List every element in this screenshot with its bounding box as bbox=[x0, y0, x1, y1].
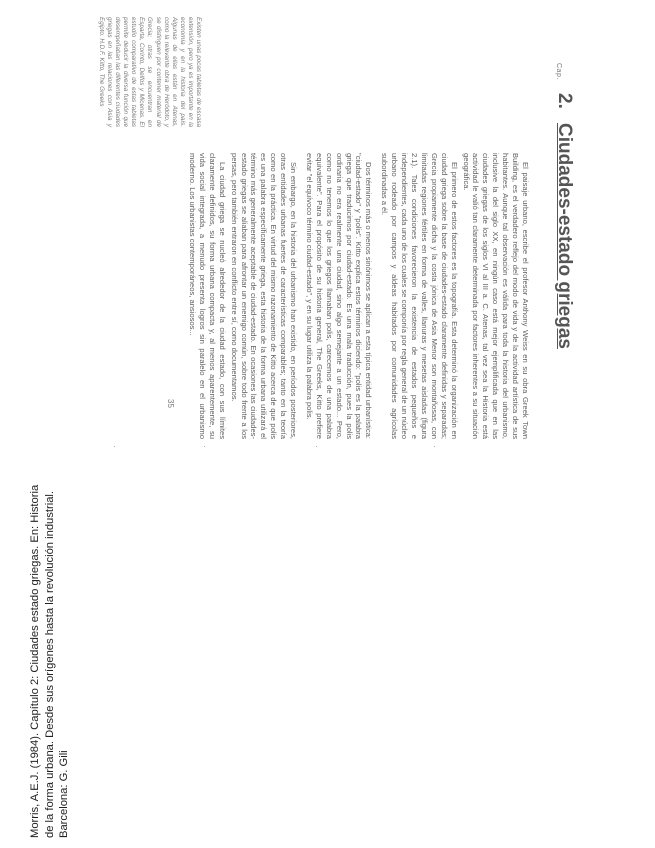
page-number: 35 bbox=[166, 399, 175, 408]
body-text bbox=[185, 153, 530, 439]
citation bbox=[28, 418, 72, 838]
citation-line-3: Barcelona: G. Gili bbox=[58, 750, 70, 838]
margin-mark: · bbox=[430, 445, 440, 448]
paragraph: Sin embargo, en la historia del urbanismo han existido, en períodos posteriores, otras entidades urbanas fuertes de características comparables; tanto en la teoría como en la práctica. En virtud del mismo razonamiento de Kitto acerca de que polis es una palabra específicamente griega, esta historia de la forma urbana utilizará el término más generalmente aceptable de ciudad-estado. En ocasiones las ciudades-estado griegas se aliaban para afrontar un enemigo común, sobre todo frente a los persas, pero también entraron en conflicto entre sí, como documentamos. bbox=[229, 153, 299, 439]
chapter-number: 2. bbox=[554, 93, 575, 109]
sidebar-note: Existen unas pocas tabletas de escasa extensión, pero ya es importante en la economía y en la historia del país. Algunas de ellas están en Atenas, como la relevante obra de Heródoto, y se distinguen por contener material de Grecia; otras se encuentran en Esparta, Corinto, Delfos y Micenas. El estudio comparativo de estas tabletas permite deducir la diversa función que desempeñaban las diferentes ciudades griegas en las relaciones con Asia y Egipto. H.D.F. Kitto, The Greeks bbox=[97, 17, 202, 127]
margin-mark: · bbox=[312, 445, 322, 448]
margin-mark: · bbox=[200, 445, 210, 448]
chapter-label: Cap. bbox=[555, 63, 562, 80]
chapter-title: Ciudades-estado griegas bbox=[554, 123, 575, 349]
margin-mark: · bbox=[110, 445, 120, 448]
paragraph: La ciudad griega se nucleó alrededor de la ciudad estado, con sus límites claramente definidos, su forma urbana compacta y, al menos aparentemente, su vida social integrada, a menudo presenta logros sin paralelo en el urbanismo moderno. Los urbanistas contemporáneos, ansiosos... bbox=[188, 153, 227, 439]
citation-line-1: Morris, A.E.J. (1984). Capítulo 2: Ciudades estado griegas. En: Historia bbox=[29, 484, 41, 838]
paragraph: Dos términos más o menos sinónimos se aplican a esta típica entidad urbanística: "ciudad-estado" y "polis". Kitto explica estos términos diciendo: "polis es la palabra griega que traducimos por ciudad-estado. Es una mala traducción, pues la polis ordinaria no era realmente una ciudad, sino algo semejante a un estado... Pero, como no tenemos lo que los griegos llamaban polis, carecemos de una palabra equivalente". Para el propósito de su historia general, The Greeks, Kitto prefiere evitar "el equívoco término ciudad-estado", y en su lugar utiliza la palabra polis. bbox=[304, 153, 374, 439]
citation-line-2: de la forma urbana. Desde sus orígenes hasta la revolución industrial. bbox=[43, 490, 56, 838]
scanned-page bbox=[97, 5, 590, 843]
paragraph: El paisaje urbano, escribe el profesor Anthony Weiss en su obra Greek Town Building, es el verdadero reflejo del modo de vida y de la actividad artística de sus habitantes. Aunque tal observación es válida para toda la historia del urbanismo, inclusive la del siglo XX, en ningún caso está mejor ejemplificada que en las ciudades griegas de los siglos VI al III a. C. Atenas, tal vez sea la Historia está actividad le valió tan claramente determinada por factores inherentes a su situación geográfica. bbox=[461, 153, 530, 439]
paragraph: El primero de estos factores es la topografía. Esta determinó la organización en ciudad griega sobre la base de ciudades-estado claramente definidas y separadas; Grecia propiamente dicha y la costa jónica de Asia Menor son montañosas, con limitadas regiones fértiles en forma de valles, llanuras y mesetas aisladas (figura 2.1). Tales condiciones favorecieron la existencia de estados pequeños e independientes, cada uno de los cuales se componía por regla general de un núcleo urbano rodeado por campos y aldeas habitados por comunidades agrícolas subordinadas a él. bbox=[380, 153, 459, 439]
